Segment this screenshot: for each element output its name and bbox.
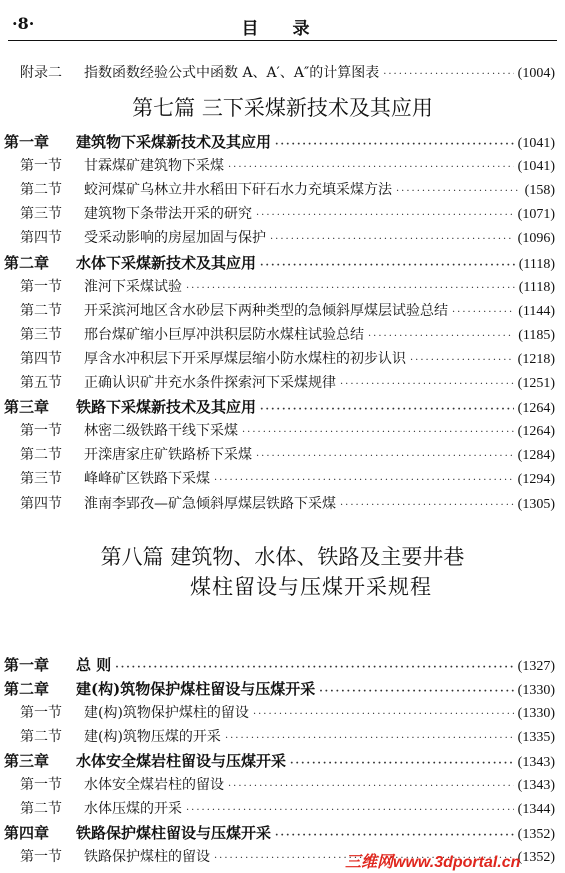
- toc-title: 水体压煤的开采: [84, 801, 182, 817]
- toc-section[interactable]: [0, 493, 565, 513]
- toc-title: 铁路下采煤新技术及其应用: [76, 398, 257, 417]
- header-title: 目 录: [241, 19, 324, 39]
- toc-title: 甘霖煤矿建筑物下采煤: [84, 158, 224, 175]
- leader-dots: [270, 234, 514, 245]
- header-page-number: ·8·: [12, 14, 35, 33]
- leader-dots: [253, 709, 514, 720]
- toc-chapter[interactable]: [0, 678, 565, 699]
- leader-dots: [410, 355, 514, 366]
- leader-dots: [186, 283, 515, 294]
- leader-dots: [383, 69, 513, 80]
- leader-dots: [396, 186, 521, 197]
- toc-page: (1335): [517, 730, 555, 745]
- toc-chapter[interactable]: [0, 396, 565, 417]
- toc-section[interactable]: [0, 324, 565, 344]
- toc-label: 第二章: [4, 253, 50, 272]
- leader-dots: [275, 139, 514, 150]
- toc-page: (1118): [518, 256, 555, 272]
- page-header: [0, 0, 565, 46]
- toc-section[interactable]: [0, 468, 565, 488]
- toc-title: 水体安全煤岩柱的留设: [84, 777, 224, 793]
- toc-section[interactable]: [0, 702, 565, 722]
- leader-dots: [452, 307, 514, 318]
- toc-title: 指数函数经验公式中函数 A、A′、A″的计算图表: [84, 65, 380, 81]
- toc-title: 水体安全煤岩柱留设与压煤开采: [76, 752, 287, 770]
- toc-page: (1330): [517, 706, 555, 721]
- toc-title: 受采动影响的房屋加固与保护: [84, 230, 266, 247]
- toc-title: 建筑物下条带法开采的研究: [84, 206, 252, 223]
- toc-title: 建筑物下采煤新技术及其应用: [76, 133, 272, 151]
- toc-title: 林密二级铁路干线下采煤: [84, 423, 238, 440]
- toc-label: 第二节: [20, 447, 62, 464]
- toc-title: 铁路保护煤柱的留设: [84, 849, 210, 865]
- toc-page: (1294): [517, 472, 555, 488]
- toc-page: (1330): [517, 683, 555, 698]
- toc-label: 第五节: [20, 375, 62, 391]
- toc-section[interactable]: [0, 726, 565, 746]
- toc-page: (1185): [518, 327, 555, 343]
- leader-dots: [260, 404, 514, 415]
- toc-section[interactable]: [0, 420, 565, 440]
- toc-section[interactable]: [0, 276, 565, 296]
- toc-label: 第一节: [20, 705, 62, 721]
- leader-dots: [368, 331, 514, 342]
- toc-title: 建(构)筑物压煤的开采: [84, 729, 221, 745]
- toc-label: 第四节: [20, 230, 62, 247]
- toc-label: 第三节: [20, 326, 62, 343]
- toc-page: (1218): [517, 351, 555, 367]
- toc-title: 开采滨河地区含水砂层下两种类型的急倾斜厚煤层试验总结: [84, 302, 448, 319]
- leader-dots: [242, 427, 514, 438]
- part-title: 第七篇 三下采煤新技术及其应用: [132, 96, 433, 120]
- toc-page: (1352): [517, 827, 555, 842]
- toc-chapter[interactable]: [0, 252, 565, 273]
- toc-page: (1118): [518, 279, 555, 295]
- leader-dots: [340, 379, 514, 390]
- toc-title: 建(构)筑物保护煤柱留设与压煤开采: [76, 680, 316, 698]
- toc-label: 第一节: [20, 158, 62, 175]
- toc-label: 第一节: [20, 777, 62, 793]
- toc-label: 第一章: [4, 133, 50, 151]
- watermark: 三维网www.3dportal.cn: [345, 854, 521, 871]
- toc-section[interactable]: [0, 300, 565, 320]
- toc-title: 总 则: [76, 656, 112, 674]
- leader-dots: [115, 662, 513, 673]
- leader-dots: [319, 686, 513, 697]
- toc-page: (1096): [517, 231, 555, 247]
- toc-page: (1264): [517, 401, 555, 417]
- toc-title: 邢台煤矿缩小巨厚冲洪积层防水煤柱试验总结: [84, 326, 364, 343]
- toc-chapter[interactable]: [0, 654, 565, 675]
- toc-section[interactable]: [0, 774, 565, 794]
- toc-page: (1344): [517, 802, 555, 817]
- toc-page: (1071): [517, 207, 555, 223]
- toc-page: (1144): [518, 303, 555, 319]
- leader-dots: [228, 162, 514, 173]
- toc-page: (1305): [517, 496, 555, 512]
- toc-page: (1041): [517, 136, 555, 151]
- toc-title: 峰峰矿区铁路下采煤: [84, 471, 210, 488]
- toc-page: (1352): [517, 850, 555, 865]
- toc-label: 第一节: [20, 849, 62, 865]
- toc-label: 第四章: [4, 824, 50, 842]
- toc-label: 第二节: [20, 302, 62, 319]
- toc-label: 附录二: [20, 65, 62, 81]
- toc-page: (1343): [517, 778, 555, 793]
- toc-section[interactable]: [0, 155, 565, 175]
- toc-label: 第二节: [20, 729, 62, 745]
- leader-dots: [256, 210, 514, 221]
- toc-page: (1343): [517, 755, 555, 770]
- toc-label: 第四节: [20, 350, 62, 367]
- toc-section[interactable]: [0, 444, 565, 464]
- toc-page: (158): [524, 183, 555, 199]
- toc-label: 第一章: [4, 656, 50, 674]
- toc-title: 厚含水冲积层下开采厚煤层缩小防水煤柱的初步认识: [84, 350, 406, 367]
- toc-label: 第四节: [20, 495, 62, 512]
- header-rule: [8, 40, 557, 41]
- leader-dots: [260, 260, 515, 271]
- toc-page: (1004): [517, 66, 555, 81]
- leader-dots: [340, 500, 514, 511]
- leader-dots: [214, 475, 514, 486]
- toc-section[interactable]: [0, 372, 565, 392]
- toc-page: (1264): [517, 424, 555, 440]
- toc-title: 铁路保护煤柱留设与压煤开采: [76, 824, 272, 842]
- toc-page: (1284): [517, 448, 555, 464]
- toc-section[interactable]: [0, 179, 565, 199]
- toc-section[interactable]: [0, 227, 565, 247]
- toc-label: 第一节: [20, 278, 62, 295]
- leader-dots: [225, 733, 514, 744]
- toc-label: 第三节: [20, 206, 62, 223]
- toc-label: 第三章: [4, 398, 50, 417]
- toc-title: 水体下采煤新技术及其应用: [76, 253, 257, 272]
- toc-label: 第三章: [4, 752, 50, 770]
- toc-label: 第二节: [20, 801, 62, 817]
- toc-section[interactable]: [0, 348, 565, 368]
- toc-title: 正确认识矿井充水条件探索河下采煤规律: [84, 375, 336, 391]
- toc-label: 第二节: [20, 182, 62, 199]
- toc-title: 淮南李郢孜—矿急倾斜厚煤层铁路下采煤: [84, 495, 336, 512]
- toc-page: (1327): [517, 659, 555, 674]
- part-title-line2: 煤柱留设与压煤开采规程: [190, 575, 432, 599]
- toc-chapter[interactable]: [0, 131, 565, 152]
- toc-chapter[interactable]: [0, 822, 565, 843]
- leader-dots: [275, 830, 514, 841]
- leader-dots: [186, 805, 514, 816]
- toc-title: 开滦唐家庄矿铁路桥下采煤: [84, 447, 252, 464]
- toc-label: 第二章: [4, 680, 50, 698]
- toc-title: 建(构)筑物保护煤柱的留设: [84, 705, 249, 721]
- toc-entry-appendix[interactable]: [0, 62, 565, 82]
- leader-dots: [256, 451, 514, 462]
- toc-chapter[interactable]: [0, 750, 565, 771]
- toc-page: (1041): [517, 159, 555, 175]
- leader-dots: [290, 758, 514, 769]
- toc-title: 淮河下采煤试验: [84, 278, 182, 295]
- part-title: 第八篇 建筑物、水体、铁路及主要井巷: [100, 545, 465, 569]
- toc-label: 第三节: [20, 471, 62, 488]
- leader-dots: [228, 781, 514, 792]
- toc-page: (1251): [517, 376, 555, 391]
- toc-section[interactable]: [0, 203, 565, 223]
- toc-title: 蛟河煤矿乌林立井水稻田下矸石水力充填采煤方法: [84, 182, 392, 199]
- toc-section[interactable]: [0, 798, 565, 818]
- toc-label: 第一节: [20, 423, 62, 440]
